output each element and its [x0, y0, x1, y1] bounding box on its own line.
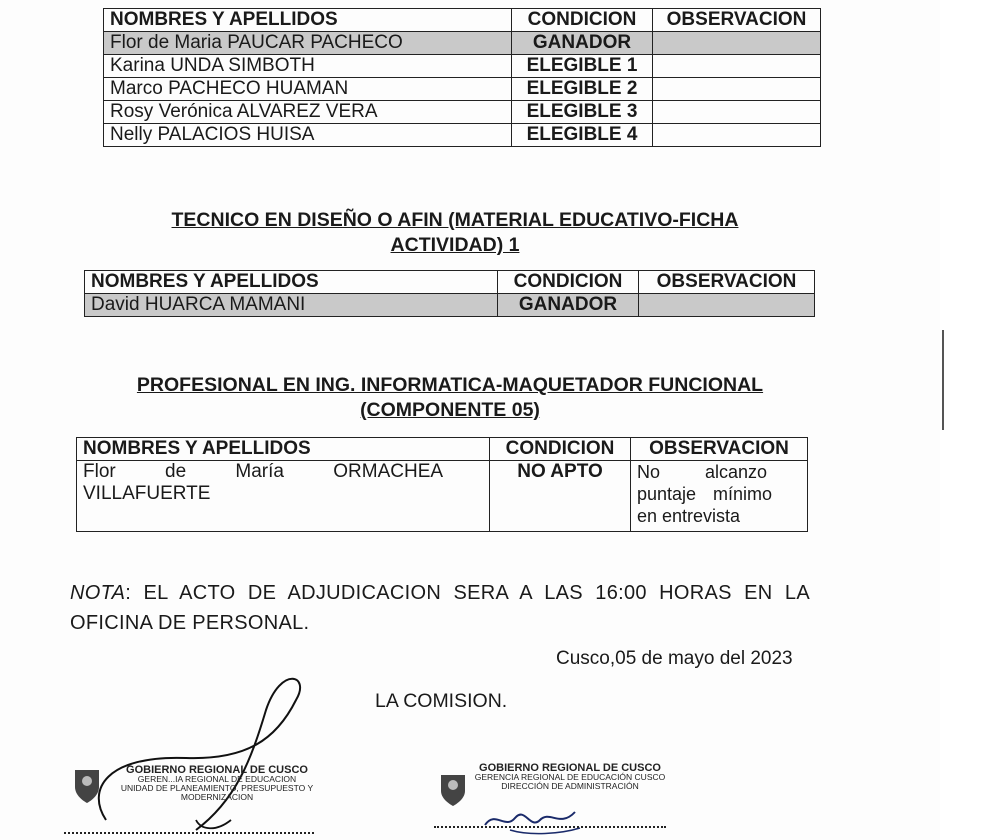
table-header-row	[77, 438, 808, 461]
coat-of-arms-icon	[70, 765, 104, 805]
obs-line: puntaje mínimo	[637, 484, 773, 504]
name-line: VILLAFUERTE	[83, 483, 211, 504]
name-line: Flor de María ORMACHEA	[83, 461, 444, 482]
note-paragraph	[70, 578, 810, 638]
cell-name: Marco PACHECO HUAMAN	[104, 78, 512, 101]
stamp-left: GOBIERNO REGIONAL DE CUSCO GEREN...IA REGIONAL DE EDUCACION UNIDAD DE PLANEAMIENTO, PRESUPUESTO Y MODERNIZACION	[120, 764, 314, 802]
header-observation: OBSERVACION	[653, 9, 821, 32]
cell-observation	[653, 78, 821, 101]
signature-line-right	[434, 826, 666, 828]
header-observation: OBSERVACION	[631, 438, 808, 461]
obs-line: en entrevista	[637, 506, 741, 526]
cell-name: Rosy Verónica ALVAREZ VERA	[104, 101, 512, 124]
cell-condition: GANADOR	[498, 294, 639, 317]
cell-observation	[639, 294, 815, 317]
cell-name: Karina UNDA SIMBOTH	[104, 55, 512, 78]
cell-condition: ELEGIBLE 4	[512, 124, 653, 147]
header-condition: CONDICION	[490, 438, 631, 461]
cell-name: David HUARCA MAMANI	[85, 294, 498, 317]
cell-observation	[653, 32, 821, 55]
header-names: NOMBRES Y APELLIDOS	[85, 271, 498, 294]
section-heading-2	[140, 208, 770, 258]
section-heading-3	[100, 373, 800, 423]
obs-line: No alcanzo	[637, 462, 768, 482]
document-date: Cusco,05 de mayo del 2023	[556, 648, 793, 669]
header-condition: CONDICION	[498, 271, 639, 294]
results-table-3	[76, 437, 808, 532]
header-names: NOMBRES Y APELLIDOS	[104, 9, 512, 32]
cell-condition: ELEGIBLE 2	[512, 78, 653, 101]
cell-name: Nelly PALACIOS HUISA	[104, 124, 512, 147]
cell-condition: GANADOR	[512, 32, 653, 55]
signature-left	[66, 670, 336, 840]
results-table-1	[103, 8, 821, 147]
table-row	[85, 294, 815, 317]
heading-line: TECNICO EN DISEÑO O AFIN (MATERIAL EDUCATIVO-FICHA	[171, 209, 739, 231]
table-header-row	[104, 9, 821, 32]
table-row	[104, 124, 821, 147]
header-condition: CONDICION	[512, 9, 653, 32]
table-row	[104, 101, 821, 124]
cell-name: Flor de Maria PAUCAR PACHECO	[104, 32, 512, 55]
table-row	[104, 78, 821, 101]
results-table-2	[84, 270, 815, 317]
table-row	[77, 461, 808, 532]
cell-condition: ELEGIBLE 1	[512, 55, 653, 78]
signature-line-left	[64, 832, 314, 834]
table-row	[104, 32, 821, 55]
header-observation: OBSERVACION	[639, 271, 815, 294]
signature-right	[480, 800, 590, 838]
header-names: NOMBRES Y APELLIDOS	[77, 438, 490, 461]
heading-line: ACTIVIDAD) 1	[390, 234, 520, 256]
cell-observation	[653, 101, 821, 124]
cell-observation	[631, 461, 808, 532]
cell-condition: NO APTO	[490, 461, 631, 532]
note-text: : EL ACTO DE ADJUDICACION SERA A LAS 16:00 HORAS EN LA OFICINA DE PERSONAL.	[70, 582, 810, 634]
cell-observation	[653, 55, 821, 78]
cell-name	[77, 461, 490, 532]
cell-condition: ELEGIBLE 3	[512, 101, 653, 124]
page-edge-shadow	[942, 330, 944, 430]
heading-line: PROFESIONAL EN ING. INFORMATICA-MAQUETADOR FUNCIONAL	[136, 374, 764, 396]
coat-of-arms-icon	[437, 770, 469, 808]
cell-observation	[653, 124, 821, 147]
signature-block-title: LA COMISION.	[375, 690, 508, 712]
stamp-right: GOBIERNO REGIONAL DE CUSCO GERENCIA REGIONAL DE EDUCACIÓN CUSCO DIRECCIÓN DE ADMINISTRACIÓN	[474, 762, 666, 791]
heading-line: (COMPONENTE 05)	[360, 399, 540, 421]
table-row	[104, 55, 821, 78]
table-header-row	[85, 271, 815, 294]
note-label: NOTA	[70, 582, 126, 604]
